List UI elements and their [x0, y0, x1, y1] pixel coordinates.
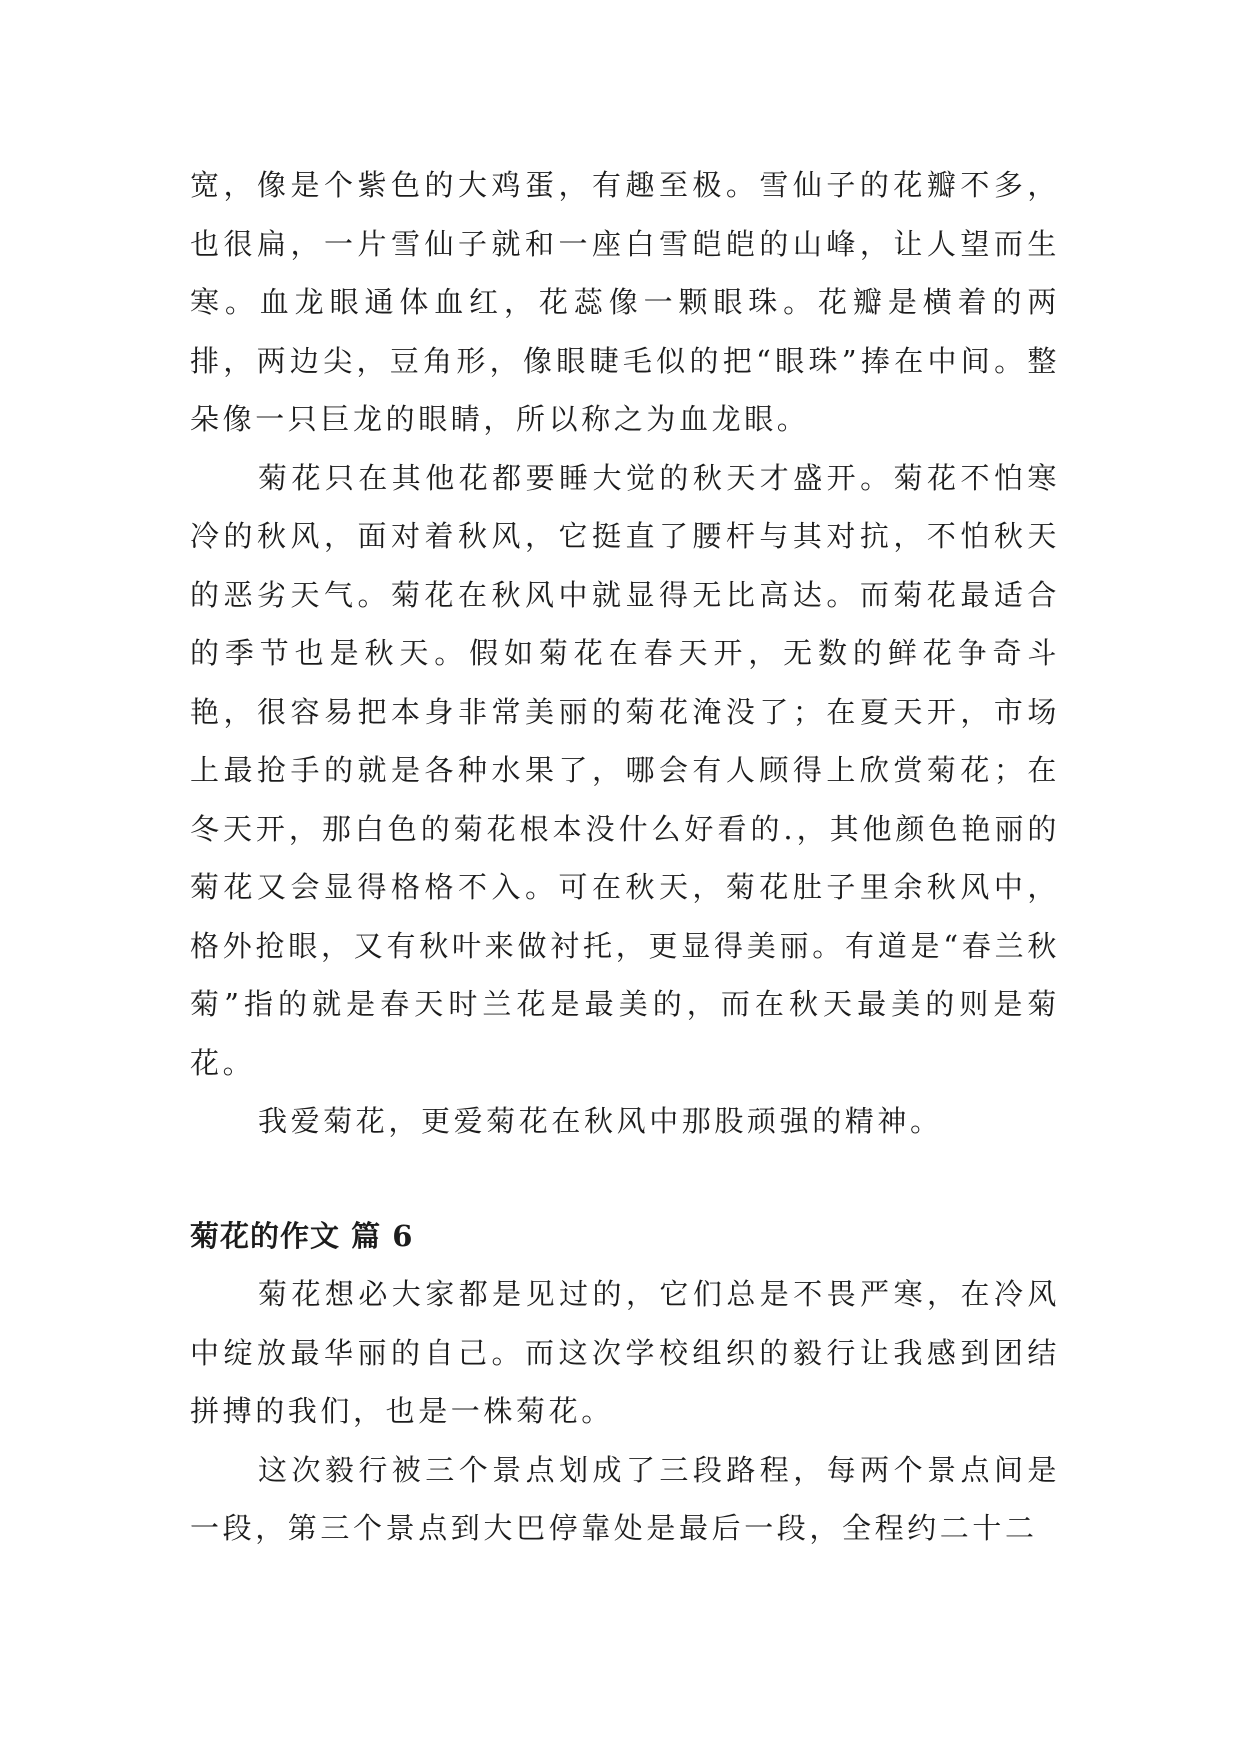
paragraph-flower-varieties: 宽，像是个紫色的大鸡蛋，有趣至极。雪仙子的花瓣不多，也很扁，一片雪仙子就和一座白雪皑皑的山峰，让人望而生寒。血龙眼通体血红，花蕊像一颗眼珠。花瓣是横着的两排，两边尖，豆角形，像眼睫毛似的把“眼珠”捧在中间。整朵像一只巨龙的眼睛，所以称之为血龙眼。 — [190, 168, 1060, 436]
paragraph-love-chrysanthemum: 我爱菊花，更爱菊花在秋风中那股顽强的精神。 — [258, 1104, 943, 1138]
paragraph-hike-route: 这次毅行被三个景点划成了三段路程，每两个景点间是一段，第三个景点到大巴停靠处是最后一段，全程约二十二 — [190, 1452, 1060, 1545]
document-body — [190, 156, 1060, 1558]
section-heading: 菊花的作文 篇 6 — [190, 1218, 414, 1253]
paragraph-autumn-bloom: 菊花只在其他花都要睡大觉的秋天才盛开。菊花不怕寒冷的秋风，面对着秋风，它挺直了腰杆与其对抗，不怕秋天的恶劣天气。菊花在秋风中就显得无比高达。而菊花最适合的季节也是秋天。假如菊花在春天开，无数的鲜花争奇斗艳，很容易把本身非常美丽的菊花淹没了；在夏天开，市场上最抢手的就是各种水果了，哪会有人顾得上欣赏菊花；在冬天开，那白色的菊花根本没什么好看的.，其他颜色艳丽的菊花又会显得格格不入。可在秋天，菊花肚子里余秋风中，格外抢眼，又有秋叶来做衬托，更显得美丽。有道是“春兰秋菊”指的就是春天时兰花是最美的，而在秋天最美的则是菊花。 — [190, 460, 1060, 1080]
paragraph-hike-intro: 菊花想必大家都是见过的，它们总是不畏严寒，在冷风中绽放最华丽的自己。而这次学校组织的毅行让我感到团结拼搏的我们，也是一株菊花。 — [190, 1277, 1060, 1428]
